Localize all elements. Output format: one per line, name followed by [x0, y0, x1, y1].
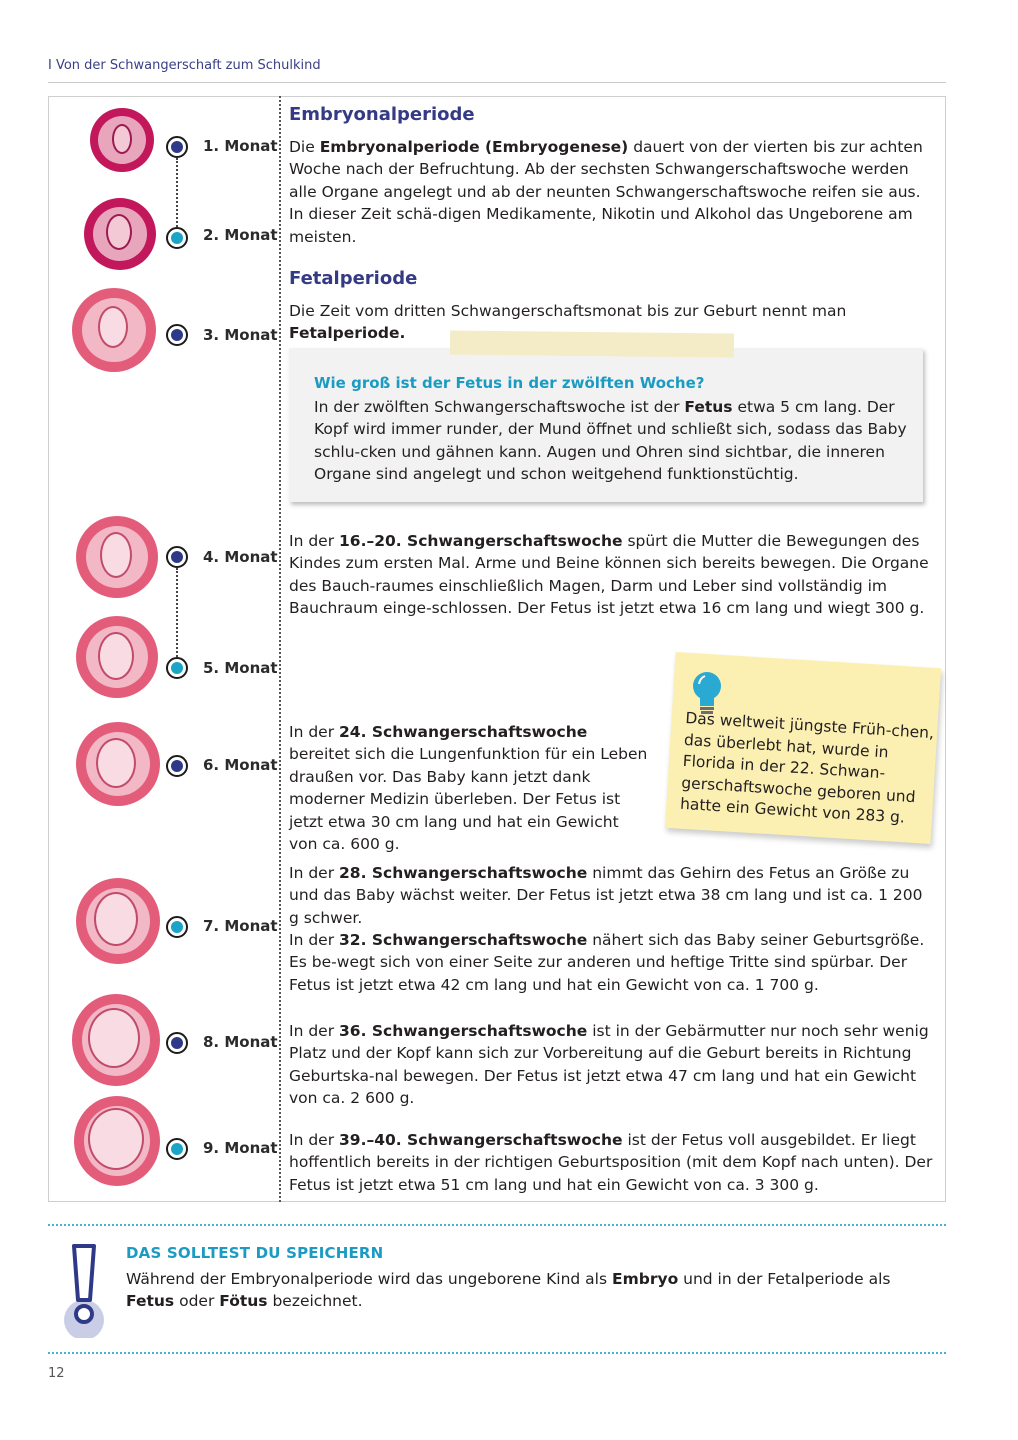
month-label-4: 4. Monat [203, 548, 278, 566]
column-divider [279, 96, 281, 1202]
month-label-6: 6. Monat [203, 756, 278, 774]
timeline-dot-month-8 [166, 1032, 188, 1054]
embryo-image-month-6 [76, 722, 160, 806]
embryonal-paragraph: Die Embryonalperiode (Embryogenese) dauert von der vierten bis zur achten Woche nach der Befruchtung. Ab der sechsten Schwangerschaftswoche werden alle Organe angelegt und ab der neunten Schwangerschaftswoche reifen sie aus. In dieser Zeit schä-digen Medikamente, Nikotin und Alkohol das Ungeborene am meisten. [289, 138, 923, 246]
timeline-dot-month-3 [166, 324, 188, 346]
timeline-dot-month-1 [166, 136, 188, 158]
week-16-paragraph: In der 16.–20. Schwangerschaftswoche spürt die Mutter die Bewegungen des Kindes zum ersten Mal. Arme und Beine können sich bereits bewegen. Die Organe des Bauch-raumes einschließlich Magen, Darm und Leber sind vollständig im Bauchraum einge-schlossen. Der Fetus ist jetzt etwa 16 cm lang und wiegt 300 g. [289, 532, 929, 618]
embryo-image-month-3 [72, 288, 156, 372]
month-label-1: 1. Monat [203, 137, 278, 155]
week-28-paragraph: In der 28. Schwangerschaftswoche nimmt das Gehirn des Fetus an Größe zu und das Baby wächst weiter. Der Fetus ist jetzt etwa 38 cm lang und ist ca. 1 200 g schwer. [289, 864, 923, 927]
save-top-rule [48, 1224, 946, 1226]
timeline-dot-month-5 [166, 657, 188, 679]
embryo-image-month-5 [76, 616, 158, 698]
embryo-image-month-1 [90, 108, 154, 172]
fetal-paragraph: Die Zeit vom dritten Schwangerschaftsmonat bis zur Geburt nennt man Fetalperiode. [289, 302, 847, 343]
timeline-dot-month-4 [166, 546, 188, 568]
embryo-image-month-9 [74, 1096, 160, 1186]
exclamation-icon [60, 1238, 108, 1338]
month-label-5: 5. Monat [203, 659, 278, 677]
month-label-2: 2. Monat [203, 226, 278, 244]
tape-strip [450, 331, 734, 358]
fetal-heading: Fetalperiode [289, 268, 418, 289]
page-number: 12 [48, 1366, 65, 1381]
embryo-image-month-4 [76, 516, 158, 598]
timeline-dot-month-2 [166, 227, 188, 249]
embryo-image-month-2 [84, 198, 156, 270]
month-label-3: 3. Monat [203, 326, 278, 344]
timeline-dot-month-7 [166, 916, 188, 938]
info-box-question: Wie groß ist der Fetus in der zwölften Woche? [314, 374, 705, 392]
week-39-paragraph: In der 39.–40. Schwangerschaftswoche ist der Fetus voll ausgebildet. Er liegt hoffentlich bereits in der richtigen Geburtsposition (mit dem Kopf nach unten). Der Fetus ist jetzt etwa 51 cm lang und hat ein Gewicht von ca. 3 300 g. [289, 1131, 933, 1194]
info-box-text: In der zwölften Schwangerschaftswoche ist der Fetus etwa 5 cm lang. Der Kopf wird immer runder, der Mund öffnet und schließt sich, sodass das Baby schlu-cken und gähnen kann. Augen und Ohren sind sichtbar, die inneren Organe sind angelegt und schon weitgehend funktionstüchtig. [314, 398, 907, 484]
embryo-image-month-7 [76, 878, 160, 964]
save-text: Während der Embryonalperiode wird das ungeborene Kind als Embryo und in der Fetalperiode als Fetus oder Fötus bezeichnet. [126, 1270, 891, 1311]
week-36-paragraph: In der 36. Schwangerschaftswoche ist in der Gebärmutter nur noch sehr wenig Platz und der Kopf kann sich zur Vorbereitung auf die Geburt bereits in Richtung Geburtska-nal bewegen. Der Fetus ist jetzt etwa 47 cm lang und hat ein Gewicht von ca. 2 600 g. [289, 1022, 929, 1108]
embryo-image-month-8 [72, 994, 160, 1086]
save-title: DAS SOLLTEST DU SPEICHERN [126, 1244, 384, 1262]
timeline-dot-month-9 [166, 1138, 188, 1160]
sticky-note-text: Das weltweit jüngste Früh-chen, das überlebt hat, wurde in Florida in der 22. Schwan-gerschaftswoche geboren und hatte ein Gewicht von 283 g. [679, 708, 935, 827]
connector-1-2 [176, 158, 178, 230]
embryonal-heading: Embryonalperiode [289, 104, 475, 125]
month-label-9: 9. Monat [203, 1139, 278, 1157]
connector-4-5 [176, 568, 178, 660]
week-32-paragraph: In der 32. Schwangerschaftswoche nähert sich das Baby seiner Geburtsgröße. Es be-wegt sich von einer Seite zur anderen und heftige Tritte sind spürbar. Der Fetus ist jetzt etwa 42 cm lang und hat ein Gewicht von ca. 1 700 g. [289, 931, 925, 994]
save-bottom-rule [48, 1352, 946, 1354]
timeline-dot-month-6 [166, 755, 188, 777]
running-header: I Von der Schwangerschaft zum Schulkind [48, 58, 321, 73]
header-rule [48, 82, 946, 83]
week-24-paragraph: In der 24. Schwangerschaftswoche bereitet sich die Lungenfunktion für ein Leben draußen vor. Das Baby kann jetzt dank moderner Medizin überleben. Der Fetus ist jetzt etwa 30 cm lang und hat ein Gewicht von ca. 600 g. [289, 723, 648, 854]
month-label-8: 8. Monat [203, 1033, 278, 1051]
month-label-7: 7. Monat [203, 917, 278, 935]
